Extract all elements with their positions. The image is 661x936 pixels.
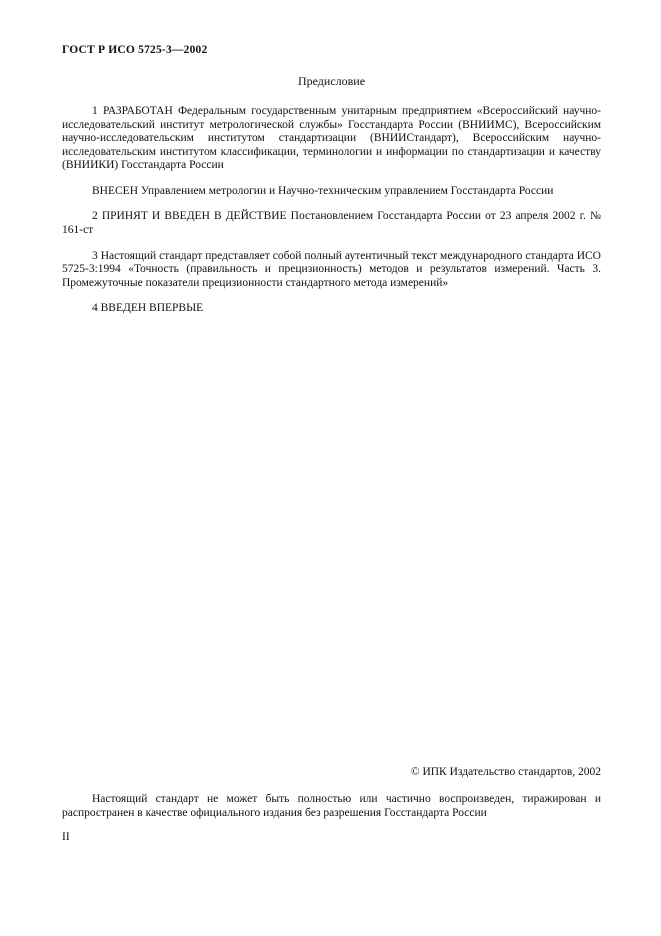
page-content [62, 44, 601, 328]
paragraph-submitted-by: ВНЕСЕН Управлением метрологии и Научно-техническим управлением Госстандарта России [92, 184, 554, 197]
page-number: II [62, 831, 70, 843]
copyright-notice: © ИПК Издательство стандартов, 2002 [410, 766, 601, 778]
paragraph-standard-description: 3 Настоящий стандарт представляет собой полный аутентичный текст международного стандарта ИСО 5725-3:1994 «Точность (правильность и прецизионность) методов и результатов измерений. Часть 3. Промежуточные показатели прецизионности стандартного метода измерений» [62, 249, 601, 289]
reproduction-restriction-note: Настоящий стандарт не может быть полностью или частично воспроизведен, тиражирован и распространен в качестве официального издания без разрешения Госстандарта России [62, 793, 601, 819]
paragraph-adopted: 2 ПРИНЯТ И ВВЕДЕН В ДЕЙСТВИЕ Постановлением Госстандарта России от 23 апреля 2002 г. № 161-ст [62, 210, 601, 236]
document-code-header: ГОСТ Р ИСО 5725-3—2002 [62, 44, 208, 56]
paragraph-developed-by: 1 РАЗРАБОТАН Федеральным государственным унитарным предприятием «Всероссийский научно-исследовательский институт метрологической службы» Госстандарта России (ВНИИМС), Всероссийским научно-исследовательским институтом стандартизации (ВНИИСтандарт), Всероссийским научно-исследовательским институтом классификации, терминологии и информации по стандартизации и качеству (ВНИИКИ) Госстандарта России [62, 105, 601, 172]
page-title: Предисловие [297, 74, 366, 88]
paragraph-first-edition: 4 ВВЕДЕН ВПЕРВЫЕ [92, 302, 204, 315]
